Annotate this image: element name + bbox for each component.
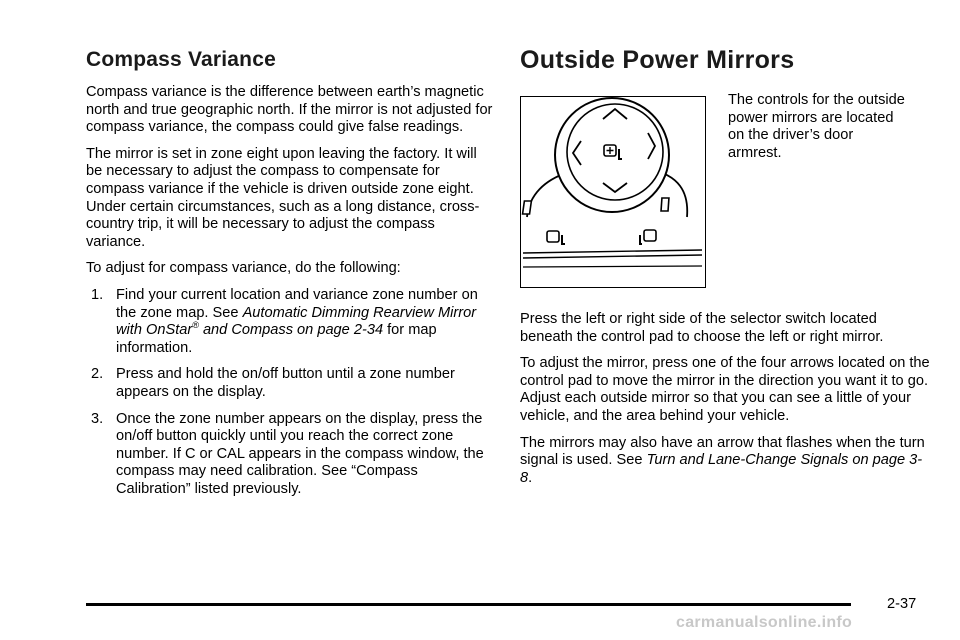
mirrors-paragraph-1: Press the left or right side of the selector switch located beneath the control pad to choose the left or right mirror. <box>520 311 884 345</box>
mirror-instructions <box>520 311 930 496</box>
outside-power-mirrors-section <box>520 46 930 75</box>
mirrors-paragraph-3 <box>520 435 930 488</box>
step-number: 1. <box>91 286 104 303</box>
registered-mark: ® <box>192 320 199 331</box>
site-watermark: carmanualsonline.info <box>676 614 853 631</box>
step-number: 3. <box>91 410 104 427</box>
compass-step-2 <box>86 366 496 401</box>
left-selector-icon <box>523 201 532 214</box>
step-text-end: for map information. <box>116 322 437 356</box>
compass-paragraph-1: Compass variance is the difference between earth’s magnetic north and true geographic north. If the mirror is not adjusted for compass variance, the compass could give false readings. <box>86 84 493 136</box>
step-text: Find your current location and variance zone number on the zone map. See <box>116 286 478 321</box>
compass-step-3 <box>86 411 496 499</box>
paragraph-text: The mirrors may also have an arrow that flashes when the turn signal is used. See <box>520 434 925 469</box>
compass-paragraph-2: The mirror is set in zone eight upon leaving the factory. It will be necessary to adjust the compass to compensate for compass variance if the vehicle is driven outside zone eight. Under certain circumstances, such as a long distance, cross-country trip, it will be necessary to adjust the compass variance. <box>86 145 480 250</box>
compass-variance-heading: Compass Variance <box>86 48 276 71</box>
compass-step-1 <box>86 287 496 357</box>
compass-paragraph-3: To adjust for compass variance, do the following: <box>86 260 401 277</box>
turn-signals-reference-link[interactable]: Turn and Lane-Change Signals on page 3-8 <box>520 452 923 486</box>
right-mirror-icon <box>640 230 656 244</box>
outside-power-mirrors-heading: Outside Power Mirrors <box>520 46 795 74</box>
footer-rule <box>86 603 851 606</box>
left-mirror-icon <box>547 231 565 244</box>
compass-steps-list <box>86 287 496 499</box>
mirrors-paragraph-2: To adjust the mirror, press one of the four arrows located on the control pad to move the mirror in the direction you want it to go. Adjust each outside mirror so that you can see a little of your vehicle, and the area behind your vehicle. <box>520 355 930 424</box>
cross-reference-text: Automatic Dimming Rearview Mirror with OnStar <box>116 304 477 339</box>
cross-reference-text-end: and Compass on page 2-34 <box>198 322 384 339</box>
step-text: Once the zone number appears on the display, press the on/off button quickly until you reach the correct zone number. If C or CAL appears in the compass window, the compass may need calibration. See “Compass Calibration” listed previously. <box>116 410 484 497</box>
right-selector-icon <box>661 198 669 211</box>
page-number: 2-37 <box>887 596 917 612</box>
compass-variance-section <box>86 48 496 507</box>
caption-text: The controls for the outside power mirrors are located on the driver’s door armrest. <box>728 92 905 161</box>
paragraph-text-end: . <box>528 469 533 486</box>
mirror-illustration-caption <box>728 92 908 162</box>
step-number: 2. <box>91 366 104 383</box>
mirror-control-diagram <box>521 97 704 286</box>
mirror-control-illustration <box>520 96 706 288</box>
step-text: Press and hold the on/off button until a zone number appears on the display. <box>116 366 455 400</box>
